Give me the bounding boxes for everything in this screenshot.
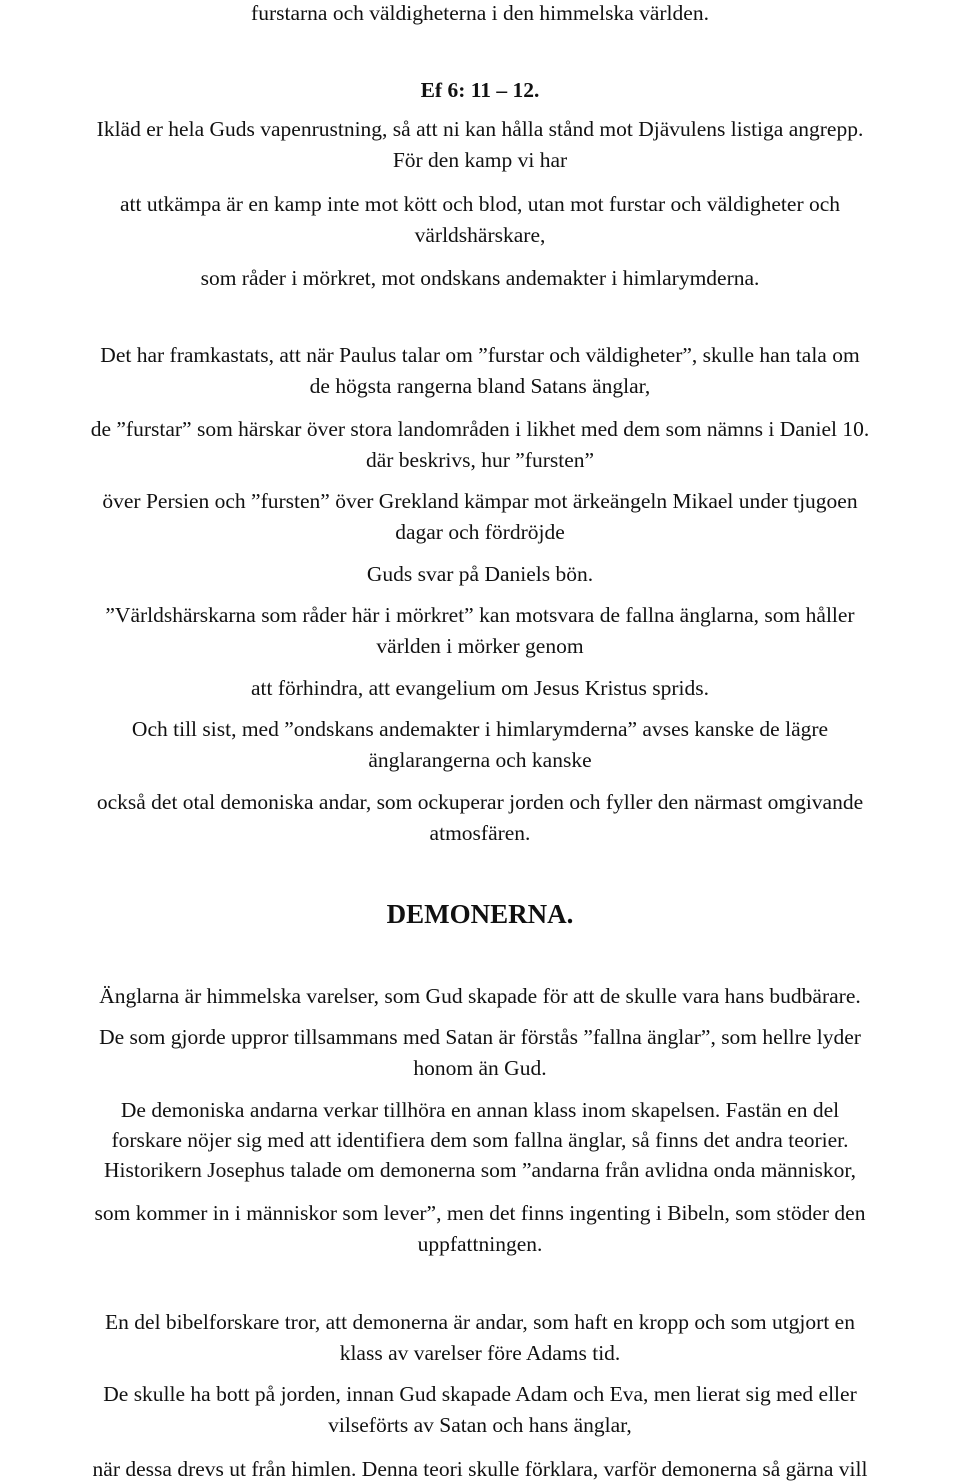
text-line: när dessa drevs ut från himlen. Denna teori skulle förklara, varför demonerna så gärna vill [92, 1457, 868, 1481]
text-line: furstarna och väldigheterna i den himmelska världen. [251, 1, 709, 25]
text-line: att förhindra, att evangelium om Jesus Kristus sprids. [251, 676, 709, 700]
text-line: forskare nöjer sig med att identifiera dem som fallna änglar, så finns det andra teorier. [111, 1128, 849, 1152]
text-line: över Persien och ”fursten” över Grekland kämpar mot ärkeängeln Mikael under tjugoen [102, 489, 858, 513]
text-line: vilseförts av Satan och hans änglar, [328, 1413, 632, 1437]
text-line: honom än Gud. [413, 1056, 547, 1080]
text-line: Guds svar på Daniels bön. [366, 562, 594, 586]
text-line: ”Världshärskarna som råder här i mörkret” kan motsvara de fallna änglarna, som håller [105, 603, 855, 627]
text-line: som råder i mörkret, mot ondskans andemakter i himlarymderna. [200, 266, 760, 290]
text-line: De som gjorde uppror tillsammans med Satan är förstås ”fallna änglar”, som hellre lyder [99, 1025, 861, 1049]
text-line: världen i mörker genom [376, 634, 584, 658]
text-line: atmosfären. [429, 821, 531, 845]
text-line: där beskrivs, hur ”fursten” [365, 448, 595, 472]
text-line: klass av varelser före Adams tid. [339, 1341, 621, 1365]
text-line: dagar och fördröjde [395, 520, 565, 544]
text-line: uppfattningen. [417, 1232, 543, 1256]
text-line: Änglarna är himmelska varelser, som Gud skapade för att de skulle vara hans budbärare. [99, 984, 861, 1008]
text-line: Historikern Josephus talade om demonerna som ”andarna från avlidna onda människor, [103, 1158, 857, 1182]
text-line: änglarangerna och kanske [368, 748, 592, 772]
text-line: Det har framkastats, att när Paulus talar om ”furstar och väldigheter”, skulle han tala om [100, 343, 860, 367]
text-line: Ikläd er hela Guds vapenrustning, så att ni kan hålla stånd mot Djävulens listiga angrepp. [96, 117, 864, 141]
text-line: också det otal demoniska andar, som ockuperar jorden och fyller den närmast omgivande [96, 790, 864, 814]
text-line: de högsta rangerna bland Satans änglar, [309, 374, 651, 398]
text-line: världshärskare, [414, 223, 546, 247]
section-heading: DEMONERNA. [386, 899, 574, 929]
text-line: de ”furstar” som härskar över stora landområden i likhet med dem som nämns i Daniel 10. [90, 417, 870, 441]
text-line: För den kamp vi har [392, 148, 568, 172]
scripture-reference: Ef 6: 11 – 12. [420, 78, 540, 102]
text-line: De demoniska andarna verkar tillhöra en annan klass inom skapelsen. Fastän en del [120, 1098, 840, 1122]
text-line: De skulle ha bott på jorden, innan Gud skapade Adam och Eva, men lierat sig med eller [103, 1382, 857, 1406]
text-line: som kommer in i människor som lever”, men det finns ingenting i Bibeln, som stöder den [94, 1201, 866, 1225]
text-line: Och till sist, med ”ondskans andemakter i himlarymderna” avses kanske de lägre [131, 717, 829, 741]
text-line: att utkämpa är en kamp inte mot kött och blod, utan mot furstar och väldigheter och [119, 192, 841, 216]
text-line: En del bibelforskare tror, att demonerna är andar, som haft en kropp och som utgjort en [105, 1310, 855, 1334]
